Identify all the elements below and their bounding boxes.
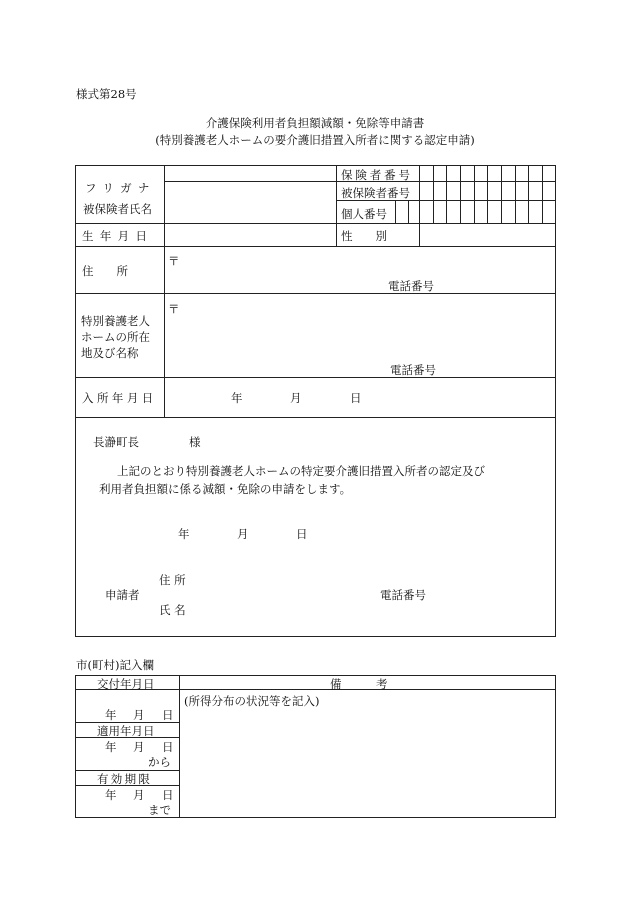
furigana-label: フリガナ: [85, 181, 156, 195]
sex-label: 性 別: [341, 229, 387, 243]
until-label: まで: [148, 803, 171, 817]
apply-month: 月: [133, 740, 145, 754]
office-section-heading: 市(町村)記入欄: [76, 658, 154, 672]
valid-year: 年: [105, 788, 117, 802]
insured-name-label: 被保険者氏名: [83, 202, 152, 216]
remarks-note: (所得分布の状況等を記入): [184, 694, 320, 708]
apply-year: 年: [105, 740, 117, 754]
request-address-label: 住 所: [159, 573, 186, 587]
form-number: 様式第28号: [76, 87, 137, 101]
valid-day: 日: [162, 788, 174, 802]
remarks-label: 備 考: [330, 677, 388, 691]
issue-day: 日: [162, 708, 174, 722]
admission-year: 年: [231, 391, 243, 405]
request-phone-label: 電話番号: [380, 588, 426, 602]
issue-month: 月: [133, 708, 145, 722]
valid-month: 月: [133, 788, 145, 802]
validity-label: 有効期限: [97, 772, 153, 786]
issue-date-label: 交付年月日: [97, 677, 155, 691]
request-year: 年: [178, 527, 190, 541]
addressee: 長瀞町長: [93, 435, 139, 449]
form-subtitle: (特別養護老人ホームの要介護旧措置入所者に関する認定申請): [155, 133, 475, 147]
admission-day: 日: [350, 391, 362, 405]
admission-month: 月: [290, 391, 302, 405]
facility-postal-mark: 〒: [168, 302, 180, 316]
form-title: 介護保険利用者負担額減額・免除等申請書: [205, 116, 425, 130]
facility-phone-label: 電話番号: [390, 363, 436, 377]
address-label: 住 所: [82, 264, 128, 278]
request-body-line1: 上記のとおり特別養護老人ホームの特定要介護旧措置入所者の認定及び: [117, 464, 485, 478]
apply-day: 日: [162, 740, 174, 754]
personal-number-label: 個人番号: [341, 207, 387, 221]
apply-date-label: 適用年月日: [97, 724, 155, 738]
request-day: 日: [296, 527, 308, 541]
request-name-label: 氏 名: [159, 603, 186, 617]
request-body-line2: 利用者負担額に係る減額・免除の申請をします。: [99, 482, 352, 496]
address-phone-label: 電話番号: [388, 279, 434, 293]
issue-year: 年: [105, 708, 117, 722]
admission-date-label: 入所年月日: [82, 391, 157, 405]
applicant-label: 申請者: [105, 588, 140, 602]
insured-number-label: 被保険者番号: [341, 186, 410, 200]
facility-label-3: 地及び名称: [81, 346, 139, 360]
honorific: 様: [189, 435, 201, 449]
facility-label-1: 特別養護老人: [81, 314, 150, 328]
facility-label-2: ホームの所在: [81, 330, 150, 344]
postal-mark: 〒: [168, 254, 180, 268]
birthdate-label: 生年月日: [82, 229, 154, 243]
insurer-number-label: 保険者番号: [341, 168, 413, 182]
from-label: から: [148, 755, 171, 769]
request-month: 月: [237, 527, 249, 541]
